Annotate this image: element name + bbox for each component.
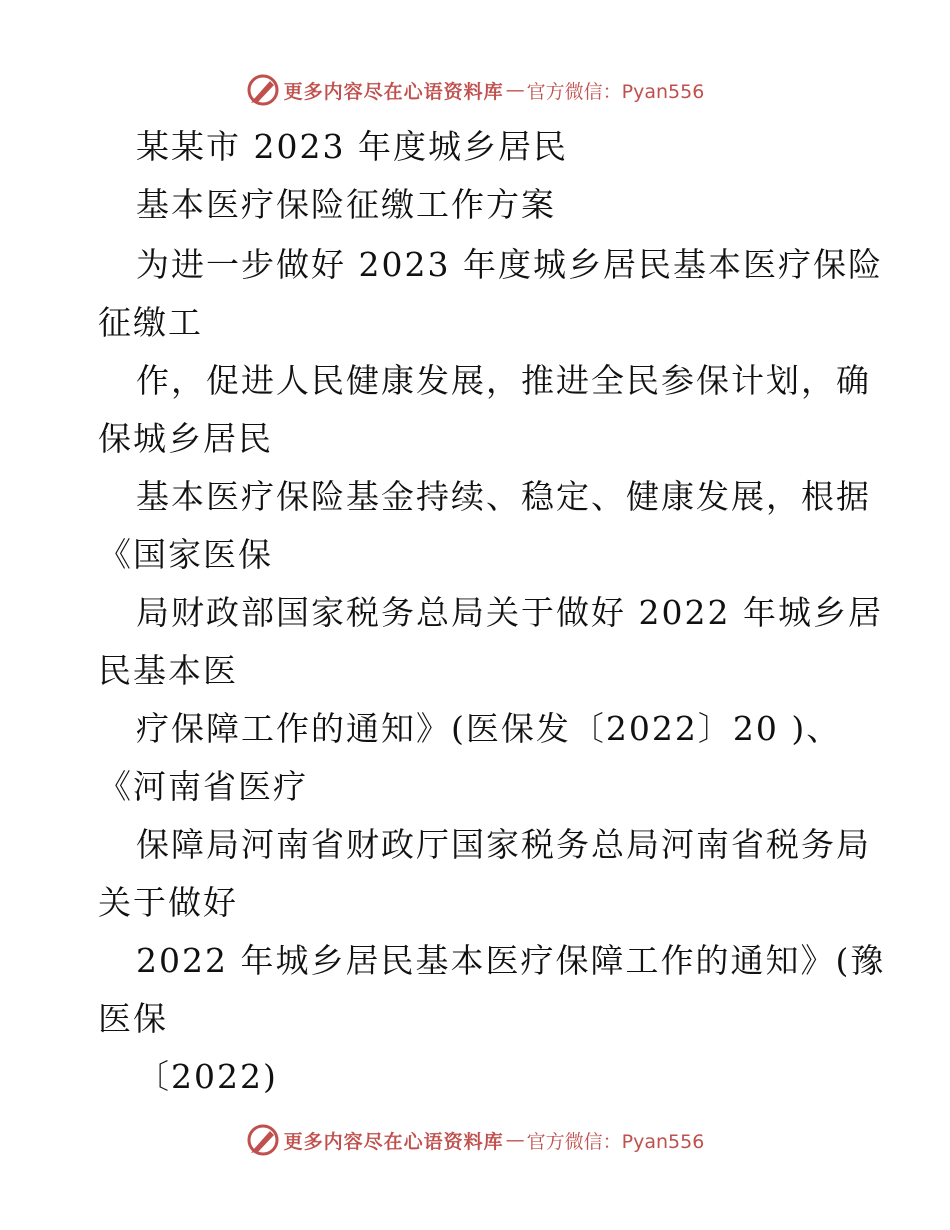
doc-title-line-2: 基本医疗保险征缴工作方案	[136, 185, 556, 224]
header-watermark-banner	[0, 70, 950, 110]
paragraph-line: 局财政部国家税务总局关于做好 2022 年城乡居	[136, 593, 883, 632]
paragraph-line: 医保	[98, 999, 168, 1038]
paragraph-line: 征缴工	[98, 303, 203, 342]
paragraph-line: 《河南省医疗	[98, 767, 308, 806]
doc-title-line-1: 某某市 2023 年度城乡居民	[136, 127, 568, 166]
banner-dash: —	[505, 79, 525, 101]
paragraph-line: 作，促进人民健康发展，推进全民参保计划，确	[136, 361, 871, 400]
paragraph-line: 《国家医保	[98, 535, 273, 574]
paragraph-line: 为进一步做好 2023 年度城乡居民基本医疗保险	[136, 245, 883, 284]
paragraph-line: 疗保障工作的通知》(医保发〔2022〕20 )、	[136, 709, 842, 748]
paragraph-line: 基本医疗保险基金持续、稳定、健康发展，根据	[136, 477, 871, 516]
footer-watermark-banner	[0, 1120, 950, 1160]
banner-contact-text: 官方微信：Pyan556	[526, 1130, 705, 1153]
banner-dash: —	[505, 1129, 525, 1151]
paragraph-line: 保城乡居民	[98, 419, 273, 458]
banner-contact-text: 官方微信：Pyan556	[526, 80, 705, 103]
banner-site-text: 更多内容尽在心语资料库	[283, 80, 504, 103]
paragraph-line: 保障局河南省财政厅国家税务总局河南省税务局	[136, 825, 871, 864]
paragraph-line: 〔2022)	[136, 1057, 278, 1096]
paragraph-line: 关于做好	[98, 883, 238, 922]
pen-logo-icon	[246, 73, 280, 107]
paragraph-line: 2022 年城乡居民基本医疗保障工作的通知》(豫	[136, 941, 886, 980]
pen-logo-icon	[246, 1123, 280, 1157]
paragraph-line: 民基本医	[98, 651, 238, 690]
banner-site-text: 更多内容尽在心语资料库	[283, 1130, 504, 1153]
